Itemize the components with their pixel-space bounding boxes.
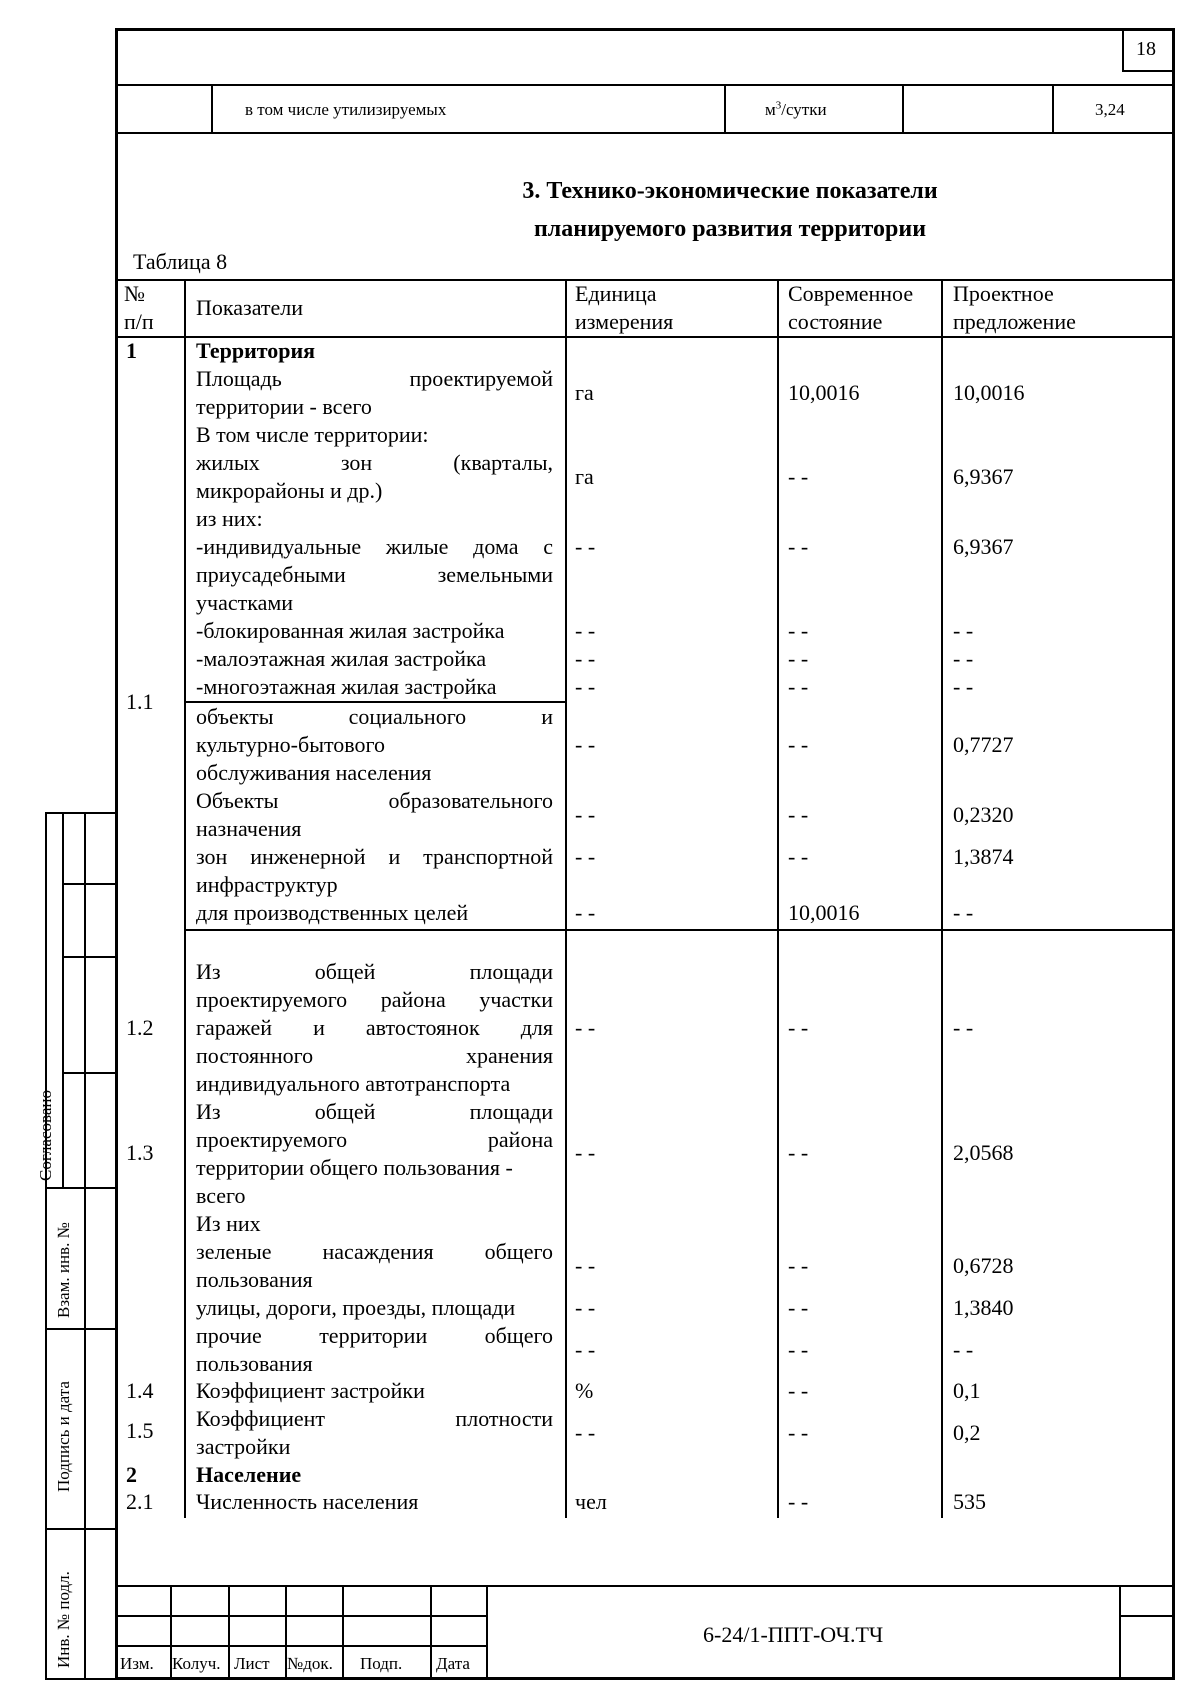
stamp-sep-1 [45,1187,117,1189]
row-1-1-bottom [184,929,1172,931]
population-count: Численность населения [196,1489,419,1514]
str-unit: - - [575,1295,596,1320]
edu-project: 0,2320 [953,802,1014,827]
agreed-cell-3 [62,1072,117,1074]
gar-line-3: гаражей и автостоянок для [196,1015,553,1040]
tb-col-5 [430,1585,432,1677]
ind-line-1: -индивидуальные жилые дома с [196,534,553,559]
stamp-outer-left [45,812,47,1680]
grn-current: - - [788,1253,809,1278]
area-line-1: Площадь проектируемой [196,366,553,391]
inf-line-1: зон инженерной и транспортной [196,844,553,869]
grn-line-1: зеленые насаждения общего [196,1239,553,1264]
agreed-cell-2 [62,956,117,958]
res-line-2: микрорайоны и др.) [196,478,383,503]
top-row-divider-1 [211,84,213,132]
page-number: 18 [1136,38,1156,60]
top-row-divider-2 [724,84,726,132]
gar-current: - - [788,1015,809,1040]
row-2-1-num: 2.1 [126,1489,154,1514]
table-col-divider-2 [565,279,567,1518]
multi-project: - - [953,674,974,699]
stamp-inner-divider [84,812,86,1680]
area-line-2: территории - всего [196,394,372,419]
title-block-top [118,1585,1172,1587]
grn-line-2: пользования [196,1267,313,1292]
soc-current: - - [788,732,809,757]
soc-project: 0,7727 [953,732,1014,757]
inf-project: 1,3874 [953,844,1014,869]
den-project: 0,2 [953,1420,981,1445]
table-caption: Таблица 8 [133,249,228,274]
row-1-4-num: 1.4 [126,1378,154,1403]
section-title-line2: планируемого развития территории [533,216,927,242]
stamp-sep-3 [45,1528,117,1530]
soc-line-3: обслуживания населения [196,760,432,785]
low-unit: - - [575,646,596,671]
top-row-label: в том числе утилизируемых [245,100,447,119]
incl-territory: В том числе территории: [196,422,429,447]
gar-unit: - - [575,1015,596,1040]
agreed-label: Согласовано [36,1090,55,1181]
tb-col-koluch: Колуч. [172,1654,221,1673]
top-row-unit: $м^3$/сутки [765,99,827,119]
stamp-top [45,812,117,814]
inf-unit: - - [575,844,596,869]
tb-col-6 [486,1585,488,1677]
replace-inv-label: Взам. инв. № [54,1222,73,1318]
coverage-coef: Коэффициент застройки [196,1378,425,1403]
gar-line-4: постоянного хранения [196,1043,553,1068]
multi-storey-housing: -многоэтажная жилая застройка [196,674,497,699]
streets: улицы, дороги, проезды, площади [196,1295,516,1320]
ind-unit: - - [575,534,596,559]
stamp-bottom [45,1678,117,1680]
blocked-housing: -блокированная жилая застройка [196,618,505,643]
of-them-2: Из них [196,1211,261,1236]
top-row-divider-4 [1052,84,1054,132]
oth-unit: - - [575,1337,596,1362]
ind-line-2: приусадебными земельными [196,562,553,587]
edu-current: - - [788,802,809,827]
page-number-box-left [1122,28,1124,71]
multi-unit: - - [575,674,596,699]
page-number-box-bottom [1122,70,1175,72]
multi-current: - - [788,674,809,699]
title-block-row-right [1119,1615,1172,1617]
pop-unit: чел [575,1489,607,1514]
territory-heading: Территория [196,338,316,363]
oth-project: - - [953,1337,974,1362]
gar-line-2: проектируемого района участки [196,987,553,1012]
edu-unit: - - [575,802,596,827]
agreed-cell-1 [62,883,117,885]
cov-project: 0,1 [953,1378,981,1403]
res-line-1: жилых зон (кварталы, [196,450,553,475]
sign-date-label: Подпись и дата [54,1381,73,1492]
res-unit: га [575,464,594,489]
tb-col-izm: Изм. [120,1654,154,1673]
soc-line-1: объекты социального и [196,704,553,729]
res-project: 6,9367 [953,464,1014,489]
row-1-5-num: 1.5 [126,1418,154,1443]
top-row-top-border [118,84,1172,86]
blk-current: - - [788,618,809,643]
row-1-3-num: 1.3 [126,1140,154,1165]
row-2-num: 2 [126,1462,137,1487]
tb-col-list: Лист [234,1654,270,1673]
gar-line-1: Из общей площади [196,959,553,984]
grn-unit: - - [575,1253,596,1278]
tb-col-2 [228,1585,230,1677]
low-project: - - [953,646,974,671]
table-col-divider-1 [184,279,186,1518]
res-current: - - [788,464,809,489]
ind-line-3: участками [196,590,294,615]
ind-current: - - [788,534,809,559]
document-code: 6-24/1-ППТ-ОЧ.ТЧ [703,1622,884,1647]
den-line-1: Коэффициент плотности [196,1406,553,1431]
top-row-divider-3 [902,84,904,132]
str-project: 1,3840 [953,1295,1014,1320]
gar-line-5: индивидуального автотранспорта [196,1071,511,1096]
area-current: 10,0016 [788,380,860,405]
den-line-2: застройки [196,1434,291,1459]
table-col-divider-3 [777,279,779,1518]
agreed-col-divider [62,812,64,1187]
row-1-2-num: 1.2 [126,1015,154,1040]
pub-line-3: территории общего пользования - [196,1155,513,1180]
pub-line-4: всего [196,1183,246,1208]
edu-line-2: назначения [196,816,302,841]
edu-line-1: Объекты образовательного [196,788,553,813]
top-row-bottom-border [118,132,1172,134]
section-title-line1: 3. Технико-экономические показатели [522,178,938,204]
row-1-num: 1 [126,338,137,363]
header-project: Проектное предложение [953,281,1076,334]
header-unit: Единица измерения [575,281,674,334]
oth-line-1: прочие территории общего [196,1323,553,1348]
gar-project: - - [953,1015,974,1040]
cov-unit: % [575,1378,594,1403]
tb-col-ndoc: №док. [287,1654,333,1673]
area-project: 10,0016 [953,380,1025,405]
pop-current: - - [788,1489,809,1514]
pub-project: 2,0568 [953,1140,1014,1165]
pub-line-1: Из общей площади [196,1099,553,1124]
oth-line-2: пользования [196,1351,313,1376]
stamp-sep-2 [45,1328,117,1330]
ind-project: 6,9367 [953,534,1014,559]
tb-col-podp: Подп. [360,1654,403,1673]
header-current: Современное состояние [788,281,914,334]
population-heading: Население [196,1462,302,1487]
orig-inv-label: Инв. № подл. [54,1571,73,1668]
area-unit: га [575,380,594,405]
oth-current: - - [788,1337,809,1362]
low-rise-housing: -малоэтажная жилая застройка [196,646,487,671]
tb-col-data: Дата [436,1654,470,1673]
top-row-value: 3,24 [1095,100,1125,119]
cov-current: - - [788,1378,809,1403]
soc-unit: - - [575,732,596,757]
inf-current: - - [788,844,809,869]
header-num: № п/п [124,281,154,334]
tb-col-right [1119,1585,1121,1677]
den-current: - - [788,1420,809,1445]
of-them: из них: [196,506,263,531]
prod-unit: - - [575,900,596,925]
pub-unit: - - [575,1140,596,1165]
row-1-1-num: 1.1 [126,689,154,714]
prod-project: - - [953,900,974,925]
soc-line-2: культурно-бытового [196,732,386,757]
grn-project: 0,6728 [953,1253,1014,1278]
pub-current: - - [788,1140,809,1165]
den-unit: - - [575,1420,596,1445]
inf-line-2: инфраструктур [196,872,338,897]
tb-col-4 [342,1585,344,1677]
blk-project: - - [953,618,974,643]
header-indicator: Показатели [196,295,304,320]
str-current: - - [788,1295,809,1320]
section-title [480,172,980,248]
production: для производственных целей [196,900,469,925]
low-current: - - [788,646,809,671]
prod-current: 10,0016 [788,900,860,925]
pop-project: 535 [953,1489,986,1514]
table-col-divider-4 [941,279,943,1518]
blk-unit: - - [575,618,596,643]
pub-line-2: проектируемого района [196,1127,553,1152]
